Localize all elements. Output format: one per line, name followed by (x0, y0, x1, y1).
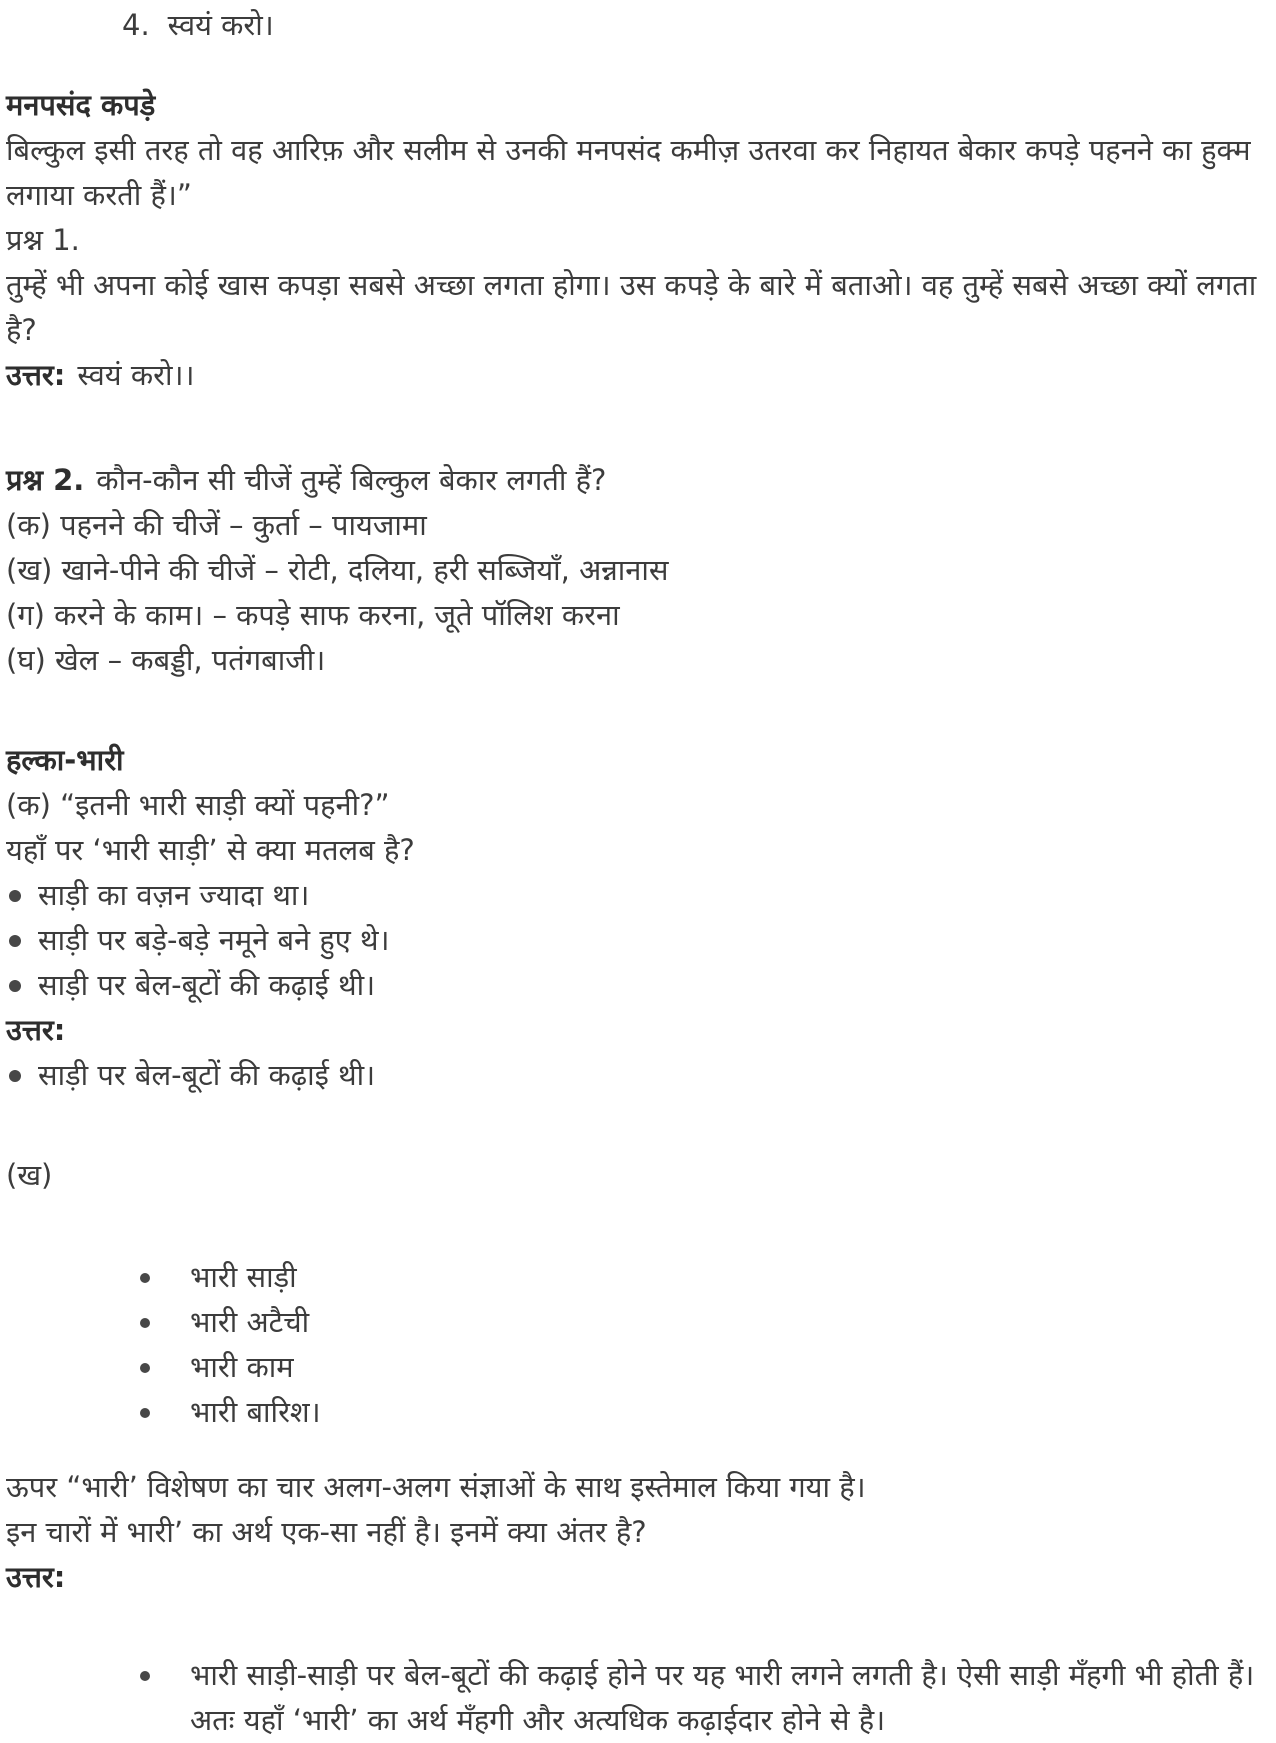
question1-label: प्रश्न 1. (6, 223, 80, 257)
bullet-icon (140, 1671, 150, 1681)
question2-label: प्रश्न 2. (6, 463, 85, 497)
answer1-line (6, 353, 1270, 398)
section-heading-halka-bhari: हल्का-भारी (6, 743, 124, 777)
option-text: साड़ी पर बेल-बूटों की कढ़ाई थी। (38, 968, 376, 1002)
answer3-bullet-row (6, 1653, 1270, 1743)
bullet-icon (9, 890, 21, 902)
item-number: 4. (122, 8, 150, 42)
part-b-label: (ख) (6, 1158, 53, 1192)
list-item-text: भारी अटैची (190, 1305, 310, 1339)
part-b-note-line1: ऊपर “भारी’ विशेषण का चार अलग-अलग संज्ञाओं के साथ इस्तेमाल किया गया है। (6, 1470, 866, 1504)
answer3-label: उत्तर: (6, 1560, 66, 1594)
list-item (6, 1390, 1270, 1435)
answer1-label: उत्तर: (6, 358, 66, 392)
part-b-list (6, 1255, 1270, 1435)
question2-item-ka: (क) पहनने की चीजें – कुर्ता – पायजामा (6, 508, 427, 542)
option-row (6, 873, 1270, 918)
bullet-icon (9, 980, 21, 992)
bullet-icon (140, 1363, 150, 1373)
list-item (6, 1300, 1270, 1345)
part-b-note-line2: इन चारों में भारी’ का अर्थ एक-सा नहीं है। इनमें क्या अंतर है? (6, 1515, 647, 1549)
bullet-icon (140, 1273, 150, 1283)
bullet-icon (140, 1408, 150, 1418)
option-text: साड़ी पर बड़े-बड़े नमूने बने हुए थे। (38, 923, 390, 957)
question2-item-kha: (ख) खाने-पीने की चीजें – रोटी, दलिया, हरी सब्जियाँ, अन्नानास (6, 553, 669, 587)
numbered-list-item (6, 3, 1270, 48)
option-text: साड़ी का वज़न ज्यादा था। (38, 878, 310, 912)
question2-item-ga: (ग) करने के काम। – कपड़े साफ करना, जूते पॉलिश करना (6, 598, 620, 632)
answer1-text: स्वयं करो।। (77, 358, 195, 392)
option-row (6, 918, 1270, 963)
list-item-text: भारी काम (190, 1350, 294, 1384)
intro-paragraph: बिल्कुल इसी तरह तो वह आरिफ़ और सलीम से उनकी मनपसंद कमीज़ उतरवा कर निहायत बेकार कपड़े पहनने का हुक्म लगाया करती हैं।” (6, 133, 1251, 212)
list-item-text: भारी साड़ी (190, 1260, 297, 1294)
item-text: स्वयं करो। (167, 8, 274, 42)
bullet-icon (9, 1070, 21, 1082)
part-a-quote-line: (क) “इतनी भारी साड़ी क्यों पहनी?” (6, 788, 390, 822)
answer-option-text: साड़ी पर बेल-बूटों की कढ़ाई थी। (38, 1058, 376, 1092)
question2-line (6, 458, 1270, 503)
question2-item-gha: (घ) खेल – कबड्डी, पतंगबाजी। (6, 643, 326, 677)
option-row (6, 963, 1270, 1008)
answer-option-row (6, 1053, 1270, 1098)
question2-text: कौन-कौन सी चीजें तुम्हें बिल्कुल बेकार लगती हैं? (96, 463, 607, 497)
section-heading-manpasand-kapde: मनपसंद कपड़े (6, 88, 156, 122)
part-a-question: यहाँ पर ‘भारी साड़ी’ से क्या मतलब है? (6, 833, 415, 867)
question1-text: तुम्हें भी अपना कोई खास कपड़ा सबसे अच्छा लगता होगा। उस कपड़े के बारे में बताओ। वह तुम्हें सबसे अच्छा क्यों लगता है? (6, 268, 1257, 347)
bullet-icon (140, 1318, 150, 1328)
answer2-label: उत्तर: (6, 1013, 66, 1047)
list-item-text: भारी बारिश। (190, 1395, 321, 1429)
bullet-icon (9, 935, 21, 947)
list-item (6, 1345, 1270, 1390)
list-item (6, 1255, 1270, 1300)
answer3-text: भारी साड़ी-साड़ी पर बेल-बूटों की कढ़ाई होने पर यह भारी लगने लगती है। ऐसी साड़ी मँहगी भी होती हैं। अतः यहाँ ‘भारी’ का अर्थ मँहगी और अत्यधिक कढ़ाईदार होने से है। (190, 1658, 1255, 1737)
